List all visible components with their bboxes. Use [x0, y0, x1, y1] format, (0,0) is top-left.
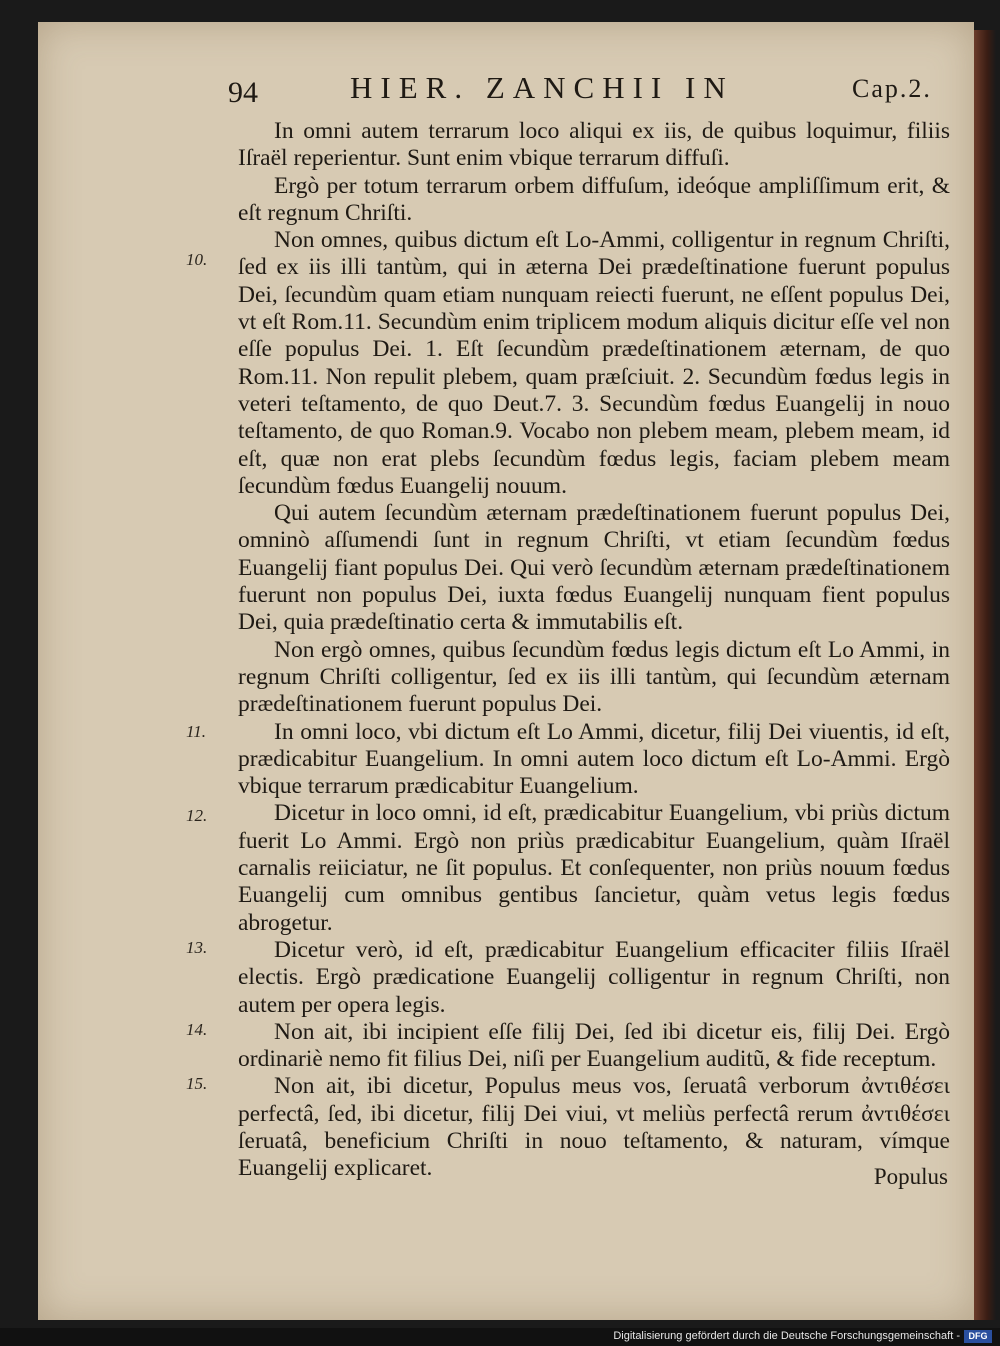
margin-number: 15. [186, 1074, 208, 1093]
margin-number: 12. [186, 806, 208, 825]
margin-number: 14. [186, 1020, 208, 1039]
margin-number: 13. [186, 938, 208, 957]
paragraph: Non ait, ibi incipient eſſe filij Dei, ſed ibi dicetur eis, filij Dei. Ergò ordinariè nemo fit filius Dei, niſi per Euangelium auditũ, & fide receptum. [238, 1018, 950, 1073]
paragraph: In omni loco, vbi dictum eſt Lo Ammi, dicetur, filij Dei viuentis, id eſt, prædicabitur Euangelium. In omni autem loco dictum eſt Lo-Ammi. Ergò vbique terrarum prædicabitur Euangelium. [238, 718, 950, 800]
running-head [190, 68, 950, 108]
paragraph: Qui autem ſecundùm æternam prædeſtinationem fuerunt populus Dei, omninò aſſumendi ſunt in regnum Chriſti, vt etiam ſecundùm fœdus Euangelij fiant populus Dei. Qui verò ſecundùm æternam prædeſtinationem fuerunt non populus Dei, iuxta fœdus Euangelij nunquam fient populus Dei, quia prædeſtinatio certa & immutabilis eſt. [238, 500, 950, 636]
paragraph: Ergò per totum terrarum orbem diffuſum, ideóque ampliſſimum erit, & eſt regnum Chriſti. [238, 172, 950, 226]
paragraph: Dicetur in loco omni, id eſt, prædicabitur Euangelium, vbi priùs dictum fuerit Lo Ammi. Ergò non priùs prædicabitur Euangelium, quàm Iſraël carnalis reiiciatur, ne ſit populus. Et conſequenter, non priùs nouum fœdus Euangelij cum omnibus gentibus ſancietur, quàm vetus legis fœdus abrogetur. [238, 800, 950, 936]
book-edge [974, 30, 996, 1320]
margin-number: 10. [186, 250, 208, 269]
text-body [238, 118, 950, 1183]
margin-number: 11. [186, 722, 206, 741]
paragraph: Dicetur verò, id eſt, prædicabitur Euangelium efficaciter filiis Iſraël electis. Ergò prædicatione Euangelij colligentur in regnum Chriſti, non autem per opera legis. [238, 936, 950, 1018]
paragraph: Non omnes, quibus dictum eſt Lo-Ammi, colligentur in regnum Chriſti, ſed ex iis illi tantùm, qui in æterna Dei prædeſtinatione fuerunt populus Dei, ſecundùm quam etiam nunquam reiecti fuerunt, ne eſſent populus Dei, vt eſt Rom.11. Secundùm enim triplicem modum aliquis dicitur eſſe vel non eſſe populus Dei. 1. Eſt ſecundùm prædeſtinationem æternam, de quo Rom.11. Non repulit plebem, quam præſciuit. 2. Secundùm fœdus legis in veteri teſtamento, de quo Deut.7. 3. Secundùm fœdus Euangelij in nouo teſtamento, de quo Roman.9. Vocabo non plebem meam, plebem meam, id eſt, quæ non erat plebs ſecundùm fœdus legis, faciam plebem meam ſecundùm fœdus Euangelij nouum. [238, 227, 950, 499]
dfg-logo-icon: DFG [964, 1330, 992, 1343]
catchword: Populus [873, 1164, 948, 1189]
paragraph: Non ait, ibi dicetur, Populus meus vos, ſeruatâ verborum ἀντιθέσει perfectâ, ſed, ibi dicetur, filij Dei viui, vt meliùs perfectâ rerum ἀντιθέσει ſeruatâ, beneficium Chriſti in nouo teſtamento, & naturam, vímque Euangelij explicaret. [238, 1073, 950, 1182]
paragraph: Non ergò omnes, quibus ſecundùm fœdus legis dictum eſt Lo Ammi, in regnum Chriſti colligentur, ſed ex iis illi tantùm, qui ſecundùm æternam prædeſtinationem fuerunt populus Dei. [238, 636, 950, 718]
running-title: HIER. ZANCHII IN [350, 70, 734, 105]
page-number: 94 [228, 76, 258, 109]
paragraph: In omni autem terrarum loco aliqui ex iis, de quibus loquimur, filiis Iſraël reperientur. Sunt enim vbique terrarum diffuſi. [238, 118, 950, 172]
footer-credit: Digitalisierung gefördert durch die Deutsche Forschungsgemeinschaft - [613, 1330, 960, 1342]
footer-bar [0, 1328, 1000, 1346]
chapter-label: Cap.2. [852, 74, 932, 103]
